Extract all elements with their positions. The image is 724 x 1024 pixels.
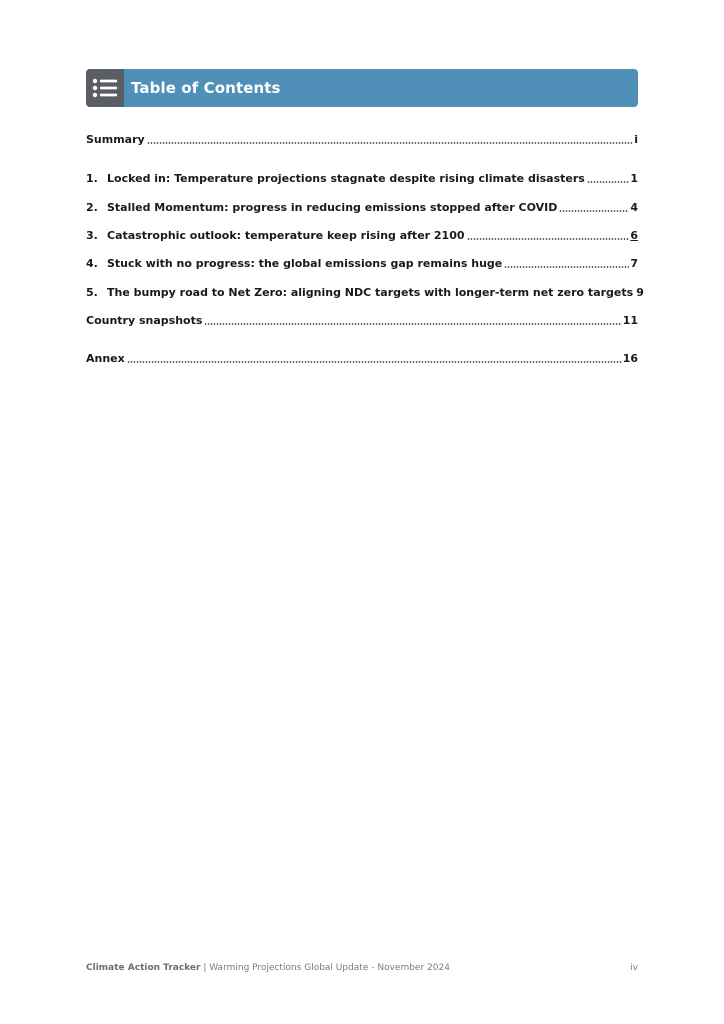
- toc-entry-chapter-3[interactable]: [86, 227, 638, 243]
- footer-document-title: Warming Projections Global Update - November 2024: [209, 963, 450, 973]
- toc-leader-dots: [127, 361, 622, 363]
- toc-leader-dots: [204, 323, 621, 325]
- toc-entry-number: 3.: [86, 229, 98, 242]
- toc-entry-page: 7: [630, 257, 638, 270]
- toc-entry-annex[interactable]: [86, 350, 638, 366]
- toc-leader-dots: [504, 266, 629, 268]
- footer-separator: |: [200, 963, 210, 973]
- toc-entry-chapter-5[interactable]: [86, 284, 644, 300]
- toc-entry-label: The bumpy road to Net Zero: aligning NDC targets with longer-term net zero targets: [107, 286, 634, 299]
- footer-brand: Climate Action Tracker: [86, 963, 201, 973]
- toc-entry-page: 4: [630, 201, 638, 214]
- toc-entry-page: 16: [622, 352, 638, 365]
- footer-page-number: iv: [630, 963, 638, 973]
- toc-entry-label: Stalled Momentum: progress in reducing emissions stopped after COVID: [107, 201, 558, 214]
- toc-entry-page: 11: [622, 314, 638, 327]
- toc-entry-label: Annex: [86, 352, 125, 365]
- toc-entry-number: 4.: [86, 257, 98, 270]
- toc-entry-chapter-4[interactable]: [86, 255, 638, 271]
- list-icon: [86, 69, 124, 107]
- toc-entry-chapter-2[interactable]: [86, 199, 638, 215]
- toc-leader-dots: [147, 142, 634, 144]
- toc-entry-label: Locked in: Temperature projections stagnate despite rising climate disasters: [107, 172, 585, 185]
- toc-leader-dots: [467, 238, 630, 240]
- toc-entry-label: Summary: [86, 133, 145, 146]
- toc-entry-label: Stuck with no progress: the global emissions gap remains huge: [107, 257, 503, 270]
- toc-entry-country-snapshots[interactable]: [86, 312, 638, 328]
- toc-entry-number: 2.: [86, 201, 98, 214]
- toc-header-bar: [86, 69, 638, 107]
- toc-entry-page: 1: [630, 172, 638, 185]
- footer-source: [86, 963, 450, 973]
- toc-entry-number: 5.: [86, 286, 98, 299]
- toc-leader-dots: [587, 181, 630, 183]
- toc-entry-label: Country snapshots: [86, 314, 203, 327]
- toc-entry-summary[interactable]: [86, 131, 638, 147]
- toc-entry-chapter-1[interactable]: [86, 170, 638, 186]
- toc-entry-page: 6: [630, 229, 638, 242]
- toc-entry-label: Catastrophic outlook: temperature keep rising after 2100: [107, 229, 465, 242]
- page-title: Table of Contents: [131, 79, 281, 97]
- toc-entry-number: 1.: [86, 172, 98, 185]
- page-footer: [86, 963, 638, 973]
- toc-entry-page: 9: [636, 286, 644, 299]
- toc-entry-page: i: [634, 133, 638, 146]
- toc-leader-dots: [559, 210, 629, 212]
